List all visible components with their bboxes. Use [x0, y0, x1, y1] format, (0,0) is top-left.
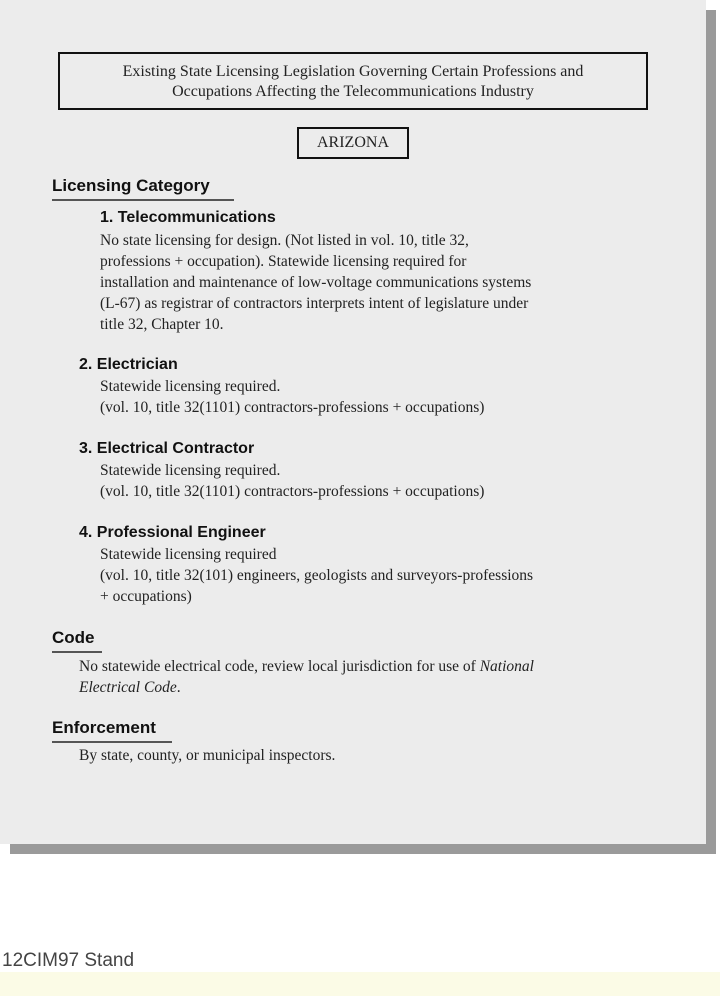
code-text-suffix: .: [176, 679, 181, 696]
text-line: [79, 677, 534, 698]
code-text-italic: National: [479, 658, 534, 675]
text-line: title 32, Chapter 10.: [100, 316, 224, 333]
enforcement-heading: [52, 718, 172, 743]
text-line: professions + occupation). Statewide licensing required for: [100, 253, 467, 270]
heading-underline: [52, 651, 102, 653]
item-professional-engineer-text: [100, 544, 533, 607]
state-label: ARIZONA: [297, 127, 409, 159]
code-heading: [52, 628, 102, 653]
heading-underline: [52, 199, 234, 201]
code-heading-text: Code: [52, 628, 95, 647]
code-text: [79, 656, 534, 698]
code-text-prefix: No statewide electrical code, review local jurisdiction for use of: [79, 658, 480, 675]
text-line: By state, county, or municipal inspectors.: [79, 747, 336, 764]
item-professional-engineer-title: 4. Professional Engineer: [79, 524, 266, 541]
item-electrician-title: 2. Electrician: [79, 356, 178, 373]
text-line: (L-67) as registrar of contractors interprets intent of legislature under: [100, 295, 529, 312]
licensing-category-heading-text: Licensing Category: [52, 176, 210, 195]
item-electrical-contractor-text: [100, 460, 484, 502]
item-electrical-contractor-title: 3. Electrical Contractor: [79, 440, 255, 457]
text-line: Statewide licensing required.: [100, 462, 281, 479]
title-line-2: Occupations Affecting the Telecommunications Industry: [172, 83, 534, 100]
title-line-1: Existing State Licensing Legislation Governing Certain Professions and: [122, 63, 584, 80]
enforcement-heading-text: Enforcement: [52, 718, 156, 737]
item-electrician-text: [100, 376, 484, 418]
code-text-italic-2: Electrical Code: [79, 679, 177, 696]
item-telecommunications-text: [100, 230, 531, 335]
text-line: Statewide licensing required.: [100, 378, 281, 395]
text-line: installation and maintenance of low-voltage communications systems: [100, 274, 532, 291]
text-line: No state licensing for design. (Not listed in vol. 10, title 32,: [100, 232, 469, 249]
bottom-strip: [0, 972, 720, 996]
text-line: [79, 656, 534, 677]
text-line: (vol. 10, title 32(101) engineers, geologists and surveyors-professions: [100, 567, 534, 584]
text-line: (vol. 10, title 32(1101) contractors-professions + occupations): [100, 399, 485, 416]
document-title-box: [58, 52, 648, 110]
text-line: (vol. 10, title 32(1101) contractors-professions + occupations): [100, 483, 485, 500]
figure-label: 12CIM97 Stand: [2, 950, 135, 971]
enforcement-text: [79, 745, 335, 766]
heading-underline: [52, 741, 172, 743]
text-line: + occupations): [100, 588, 192, 605]
licensing-category-heading: [52, 176, 234, 201]
item-telecommunications-title: 1. Telecommunications: [100, 209, 276, 226]
text-line: Statewide licensing required: [100, 546, 277, 563]
